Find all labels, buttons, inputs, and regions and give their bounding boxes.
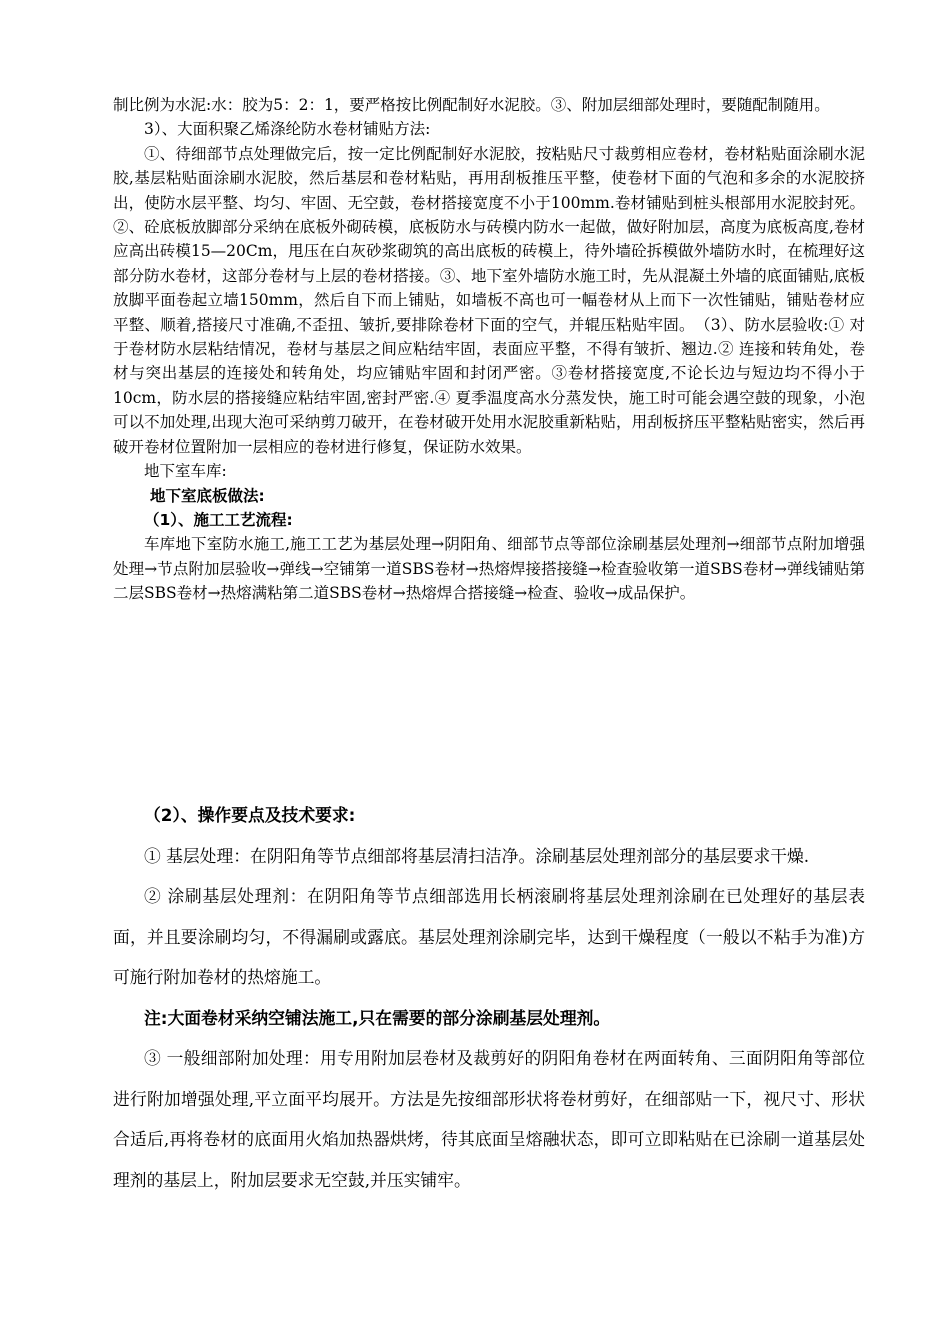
heading-process: （1）、施工工艺流程: (144, 510, 293, 529)
body-text-lower (113, 795, 865, 1200)
paragraph-method: ①、待细部节点处理做完后，按一定比例配制好水泥胶，按粘贴尺寸裁剪相应卷材，卷材粘贴面涂刷水泥胶,基层粘贴面涂刷水泥胶，然后基层和卷材粘贴，再用刮板推压平整，使卷材下面的气泡和多余的水泥胶挤出，使防水层平整、均匀、牢固、无空鼓，卷材搭接宽度不小于100mm.卷材铺贴到桩头根部用水泥胶封死。②、砼底板放脚部分采纳在底板外砌砖模，底板防水与砖模内防水一起做，做好附加层，高度为底板高度,卷材应高出砖模15—20Cm，甩压在白灰砂浆砌筑的高出底板的砖模上，待外墙砼拆模做外墙防水时，在梳理好这部分防水卷材，这部分卷材与上层的卷材搭接。③、地下室外墙防水施工时，先从混凝土外墙的底面铺贴,底板放脚平面卷起立墙150mm，然后自下而上铺贴，如墙板不高也可一幅卷材从上而下一次性铺贴，铺贴卷材应平整、顺着,搭接尺寸准确,不歪扭、皱折,要排除卷材下面的空气，并辊压粘贴牢固。 （3）、防水层验收:① 对于卷材防水层粘结情况，卷材与基层之间应粘结牢固，表面应平整，不得有皱折、翘边.② 连接和转角处，卷材与突出基层的连接处和转角处，均应铺贴牢固和封闭严密。③卷材搭接宽度,不论长边与短边均不得小于10cm，防水层的搭接缝应粘结牢固,密封严密.④ 夏季温度高水分蒸发快，施工时可能会遇空鼓的现象，小泡可以不加处理,出现大泡可采纳剪刀破开，在卷材破开处用水泥胶重新粘贴，用刮板挤压平整粘贴密实，然后再破开卷材位置附加一层相应的卷材进行修复，保证防水效果。 (113, 144, 865, 456)
heading-floor-method: 地下室底板做法: (150, 486, 265, 505)
paragraph-detail-treatment: ③ 一般细部附加处理：用专用附加层卷材及裁剪好的阴阳角卷材在两面转角、三面阴阳角等部位进行附加增强处理,平立面平均展开。方法是先按细部形状将卷材剪好，在细部贴一下，视尺寸、形状合适后,再将卷材的底面用火焰加热器烘烤，待其底面呈熔融状态，即可立即粘贴在已涂刷一道基层处理剂的基层上，附加层要求无空鼓,并压实铺牢。 (113, 1048, 865, 1190)
paragraph-ratio: 制比例为水泥:水：胶为5：2：1，要严格按比例配制好水泥胶。③、附加层细部处理时，要随配制随用。 (113, 96, 830, 114)
heading-key-points: （2）、操作要点及技术要求: (144, 805, 356, 825)
heading-method-3: 3）、大面积聚乙烯涤纶防水卷材铺贴方法: (144, 120, 431, 139)
paragraph-process: 车库地下室防水施工,施工工艺为基层处理→阴阳角、细部节点等部位涂刷基层处理剂→细部节点附加增强处理→节点附加层验收→弹线→空铺第一道SBS卷材→热熔焊接搭接缝→检查验收第一道SBS卷材→弹线铺贴第二层SBS卷材→热熔满粘第二道SBS卷材→热熔焊合搭接缝→检查、验收→成品保护。 (113, 535, 865, 603)
paragraph-garage: 地下室车库: (144, 462, 227, 481)
paragraph-base-treatment: ① 基层处理：在阴阳角等节点细部将基层清扫洁净。涂刷基层处理剂部分的基层要求干燥. (144, 845, 810, 866)
paragraph-primer: ② 涂刷基层处理剂：在阴阳角等节点细部选用长柄滚刷将基层处理剂涂刷在已处理好的基层表面，并且要涂刷均匀，不得漏刷或露底。基层处理剂涂刷完毕，达到干燥程度（一般以不粘手为准)方可施行附加卷材的热熔施工。 (113, 886, 865, 987)
paragraph-note: 注:大面卷材采纳空铺法施工,只在需要的部分涂刷基层处理剂。 (144, 1007, 611, 1028)
body-text-upper (113, 93, 865, 606)
